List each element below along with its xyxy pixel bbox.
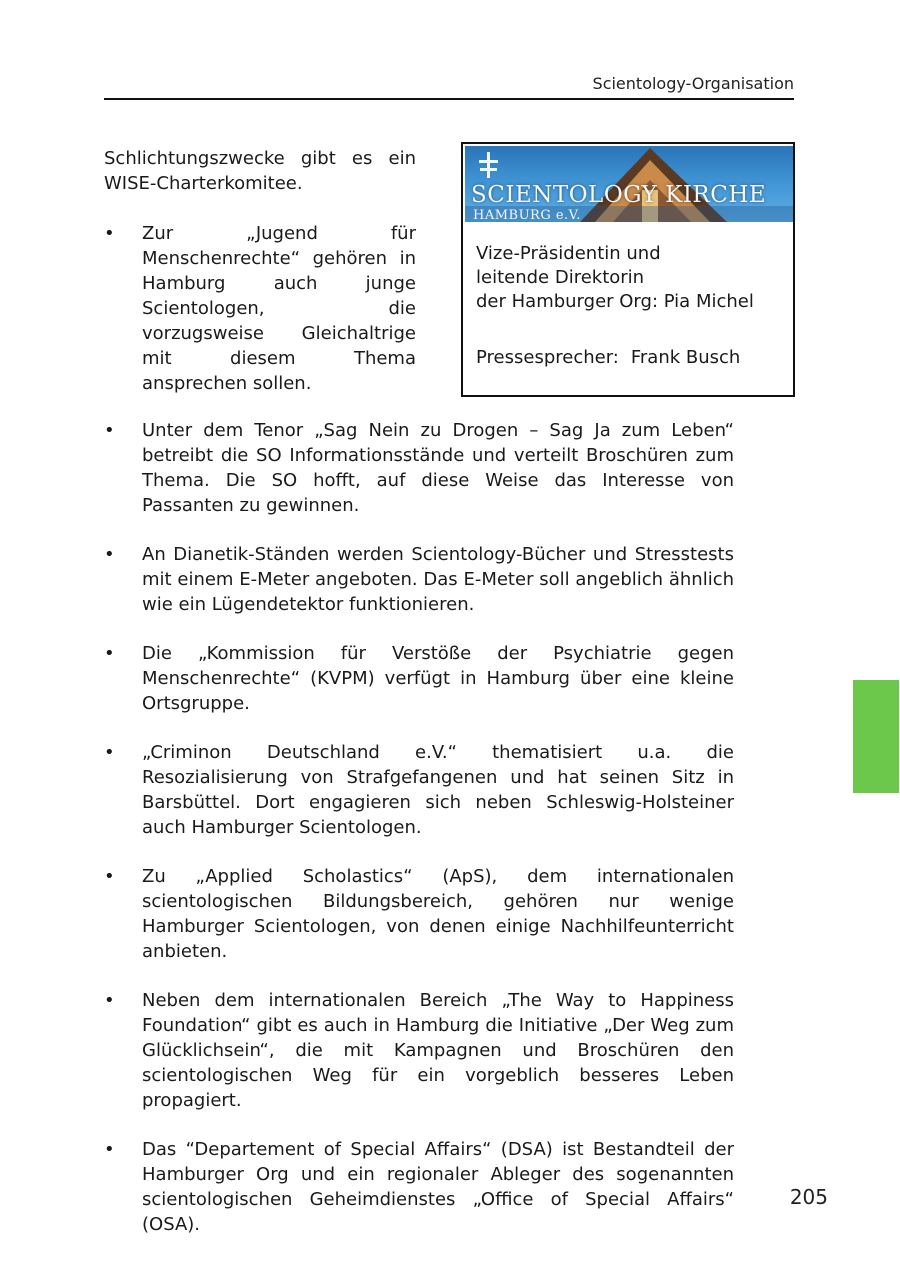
list-item [104,542,734,617]
list-item [104,221,416,396]
running-head: Scientology-Organisation [592,74,794,93]
list-item-text: „Criminon Deutschland e.V.“ thematisiert u.a. die Resozialisierung von Strafgefangenen und hat seinen Sitz in Barsbüttel. Dort engagieren sich neben Schleswig-Holsteiner auch Hamburger Scientologen. [142,742,734,838]
list-item-text: Unter dem Tenor „Sag Nein zu Drogen – Sag Ja zum Leben“ betreibt die SO Informationsstände und verteilt Broschüren zum Thema. Die SO hofft, auf diese Weise das Interesse von Passanten zu gewinnen. [142,420,734,516]
info-box [461,142,795,397]
list-item [104,740,734,840]
info-box-text [476,242,786,370]
logo-text: SCIENTOLOGY KIRCHE [471,182,767,208]
page-number: 205 [789,1185,828,1209]
scientology-kirche-banner [465,146,793,222]
intro-paragraph: Schlichtungszwecke gibt es ein WISE-Charterkomitee. [104,148,416,194]
list-item-text: Das “Departement of Special Affairs“ (DSA) ist Bestandteil der Hamburger Org und ein regionaler Ableger des sogenannten scientologischen Geheimdienstes „Office of Special Affairs“ (OSA). [142,1139,734,1235]
spokesperson-line [476,346,786,370]
bullet-marker: • [104,1139,115,1160]
spokesperson-name: Frank Busch [630,347,741,368]
director-line-3: der Hamburger Org: Pia Michel [476,291,754,312]
bullet-marker: • [104,742,115,763]
bullet-marker: • [104,223,115,244]
bullet-marker: • [104,643,115,664]
cross-icon [479,152,498,178]
list-item [104,418,734,518]
intro-column [104,146,416,396]
spokesperson-label: Pressesprecher: [476,347,619,368]
list-item [104,864,734,964]
list-item [104,641,734,716]
bullet-marker: • [104,990,115,1011]
bullet-list [104,418,734,1237]
list-item-text: Zu „Applied Scholastics“ (ApS), dem internationalen scientologischen Bildungsbereich, gehören nur wenige Hamburger Scientologen, von denen einige Nachhilfeunterricht anbieten. [142,866,734,962]
bullet-marker: • [104,544,115,565]
director-line-1: Vize-Präsidentin und [476,243,661,264]
list-item-text: Die „Kommission für Verstöße der Psychiatrie gegen Menschenrechte“ (KVPM) verfügt in Hamburg über eine kleine Ortsgruppe. [142,643,734,714]
list-item-text: Zur „Jugend für Menschenrechte“ gehören in Hamburg auch junge Scientologen, die vorzugsweise Gleichaltrige mit diesem Thema ansprechen sollen. [142,223,416,394]
chapter-thumb-tab [853,680,899,793]
list-item [104,988,734,1113]
list-item-text: Neben dem internationalen Bereich „The Way to Happiness Foundation“ gibt es auch in Hamburg die Initiative „Der Weg zum Glücklichsein“, die mit Kampagnen und Broschüren den scientologischen Weg für ein vorgeblich besseres Leben propagiert. [142,990,734,1111]
list-item-text: An Dianetik-Ständen werden Scientology-Bücher und Stresstests mit einem E-Meter angeboten. Das E-Meter soll angeblich ähnlich wie ein Lügendetektor funktionieren. [142,544,734,615]
header-rule [104,98,794,100]
list-item [104,1137,734,1237]
bullet-marker: • [104,420,115,441]
bullet-marker: • [104,866,115,887]
director-line-2: leitende Direktorin [476,267,645,288]
logo-subtext: HAMBURG e.V. [473,208,581,222]
